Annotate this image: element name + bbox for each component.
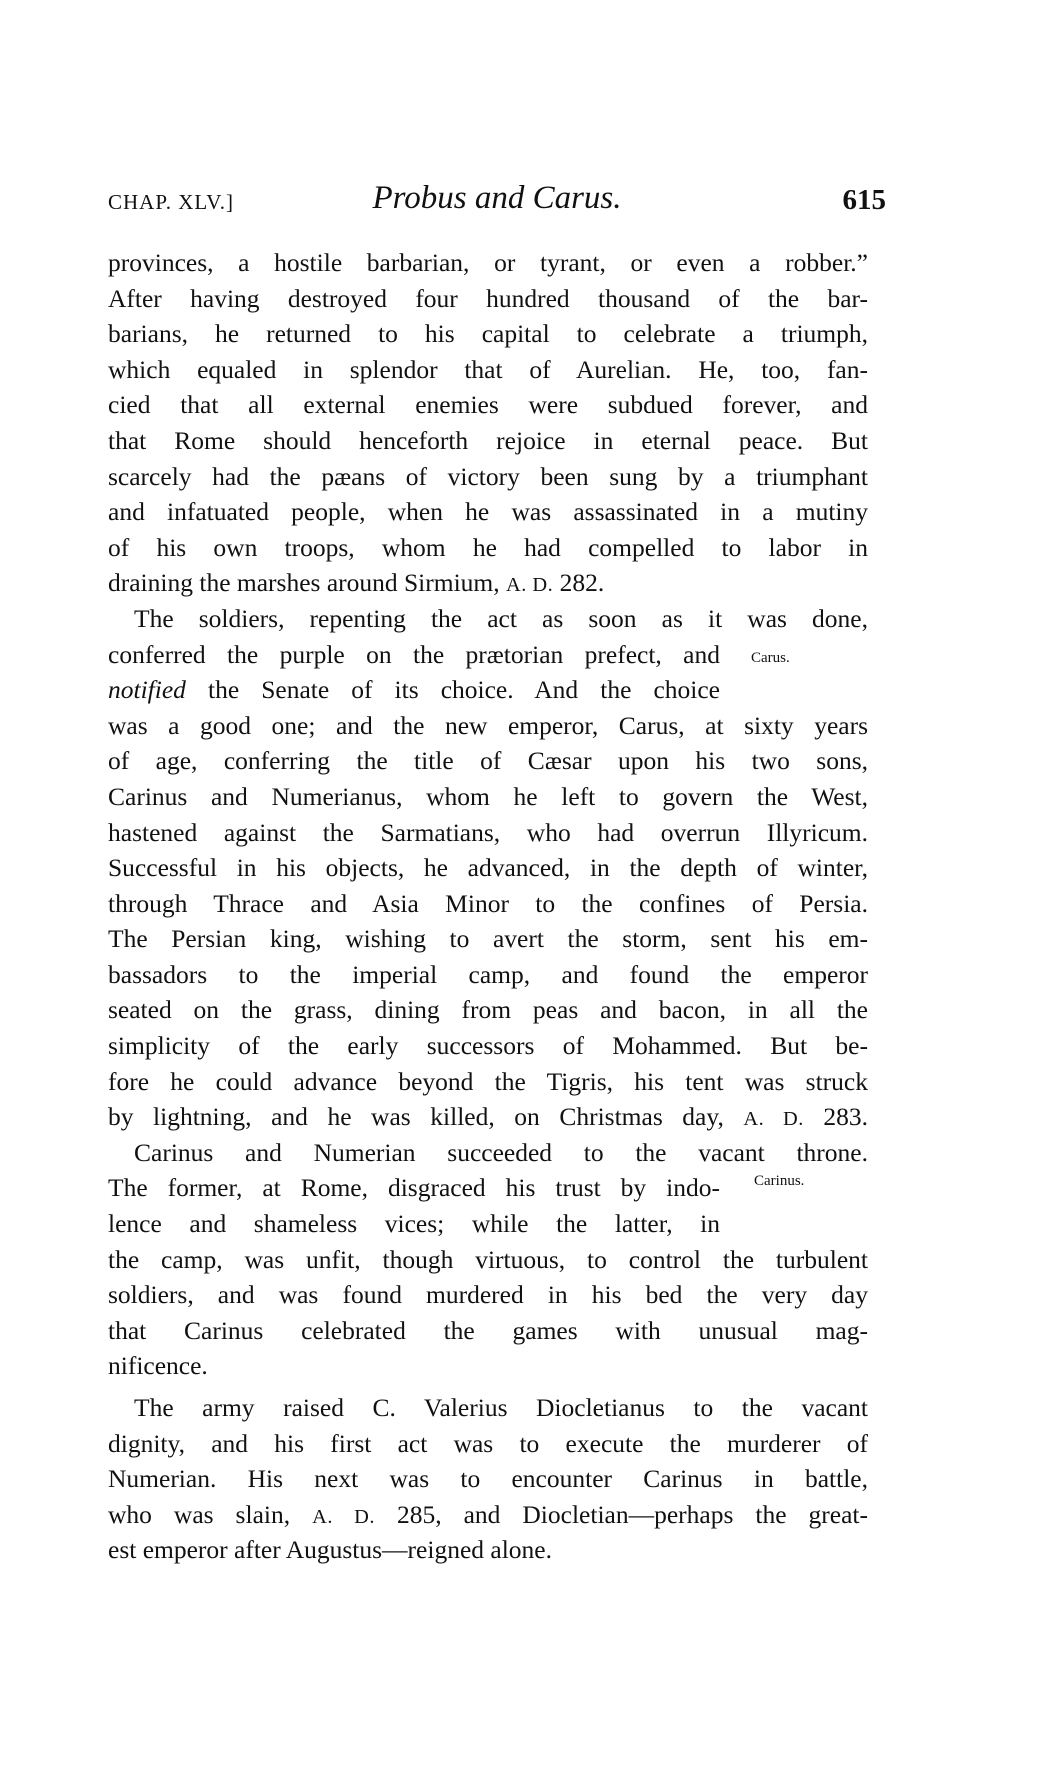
text-run: 282.: [553, 568, 605, 598]
text-run: 283.: [803, 1102, 868, 1132]
paragraph-first-line: The soldiers, repenting the act as soon as it was done,: [134, 603, 868, 633]
text-line: lence and shameless vices; while the latter, in: [108, 1209, 720, 1239]
running-header: [108, 180, 886, 224]
text-line: Carinus and Numerianus, whom he left to govern the West,: [108, 781, 868, 811]
text-line: of his own troops, whom he had compelled to labor in: [108, 532, 868, 562]
paragraph-first-line: The army raised C. Valerius Diocletianus to the vacant: [134, 1393, 868, 1422]
text-line: [108, 672, 720, 708]
text-line: Numerian. His next was to encounter Carinus in battle,: [108, 1464, 868, 1494]
text-line: After having destroyed four hundred thousand of the bar-: [108, 283, 868, 313]
text-line: Successful in his objects, he advanced, in the depth of winter,: [108, 853, 868, 883]
text-line: est emperor after Augustus—reigned alone.: [108, 1535, 552, 1565]
text-line: bassadors to the imperial camp, and found the emperor: [108, 959, 868, 989]
running-title: Probus and Carus.: [372, 180, 622, 216]
margin-note-carus: Carus.: [751, 650, 790, 666]
text-line: of age, conferring the title of Cæsar upon his two sons,: [108, 746, 868, 776]
text-line: simplicity of the early successors of Mohammed. But be-: [108, 1031, 868, 1061]
text-run: by lightning, and he was killed, on Christmas day,: [108, 1102, 744, 1132]
italic-word: notified: [108, 675, 186, 705]
text-run: 285, and Diocletian—perhaps the great-: [374, 1499, 869, 1529]
text-line: The former, at Rome, disgraced his trust by indo-: [108, 1173, 720, 1203]
text-line: fore he could advance beyond the Tigris, his tent was struck: [108, 1066, 868, 1096]
text-run: draining the marshes around Sirmium,: [108, 568, 507, 598]
text-line: [108, 1497, 868, 1533]
text-line: hastened against the Sarmatians, who had overrun Illyricum.: [108, 817, 868, 847]
text-line: conferred the purple on the prætorian prefect, and: [108, 639, 720, 669]
text-line: through Thrace and Asia Minor to the confines of Persia.: [108, 888, 868, 918]
text-line: soldiers, and was found murdered in his bed the very day: [108, 1280, 868, 1310]
text-line: that Carinus celebrated the games with unusual mag-: [108, 1315, 868, 1345]
text-line: [108, 1099, 868, 1135]
paragraph-first-line: Carinus and Numerian succeeded to the vacant throne.: [134, 1137, 868, 1167]
anno-domini: A. D.: [743, 1108, 804, 1131]
text-line: and infatuated people, when he was assassinated in a mutiny: [108, 497, 868, 527]
text-line: The Persian king, wishing to avert the storm, sent his em-: [108, 924, 868, 954]
text-line: nificence.: [108, 1351, 208, 1381]
text-line: provinces, a hostile barbarian, or tyrant, or even a robber.”: [108, 248, 868, 277]
text-line: the camp, was unfit, though virtuous, to control the turbulent: [108, 1244, 868, 1274]
text-line: dignity, and his first act was to execute the murderer of: [108, 1428, 868, 1458]
anno-domini: A. D.: [506, 574, 554, 597]
text-line: that Rome should henceforth rejoice in eternal peace. But: [108, 425, 868, 455]
chapter-label: CHAP. XLV.]: [108, 190, 234, 214]
anno-domini: A. D.: [312, 1505, 375, 1528]
body-text: [108, 245, 868, 1568]
text-line: seated on the grass, dining from peas and bacon, in all the: [108, 995, 868, 1025]
text-run: who was slain,: [108, 1499, 313, 1529]
text-line: cied that all external enemies were subdued forever, and: [108, 390, 868, 420]
text-run: the Senate of its choice. And the choice: [185, 675, 720, 705]
text-line: which equaled in splendor that of Aurelian. He, too, fan-: [108, 354, 868, 384]
text-line: was a good one; and the new emperor, Carus, at sixty years: [108, 710, 868, 740]
margin-note-carinus: Carinus.: [754, 1173, 805, 1189]
page-number: 615: [842, 184, 886, 216]
text-line: [108, 565, 868, 601]
text-line: scarcely had the pæans of victory been sung by a triumphant: [108, 461, 868, 491]
text-line: barians, he returned to his capital to celebrate a triumph,: [108, 319, 868, 349]
